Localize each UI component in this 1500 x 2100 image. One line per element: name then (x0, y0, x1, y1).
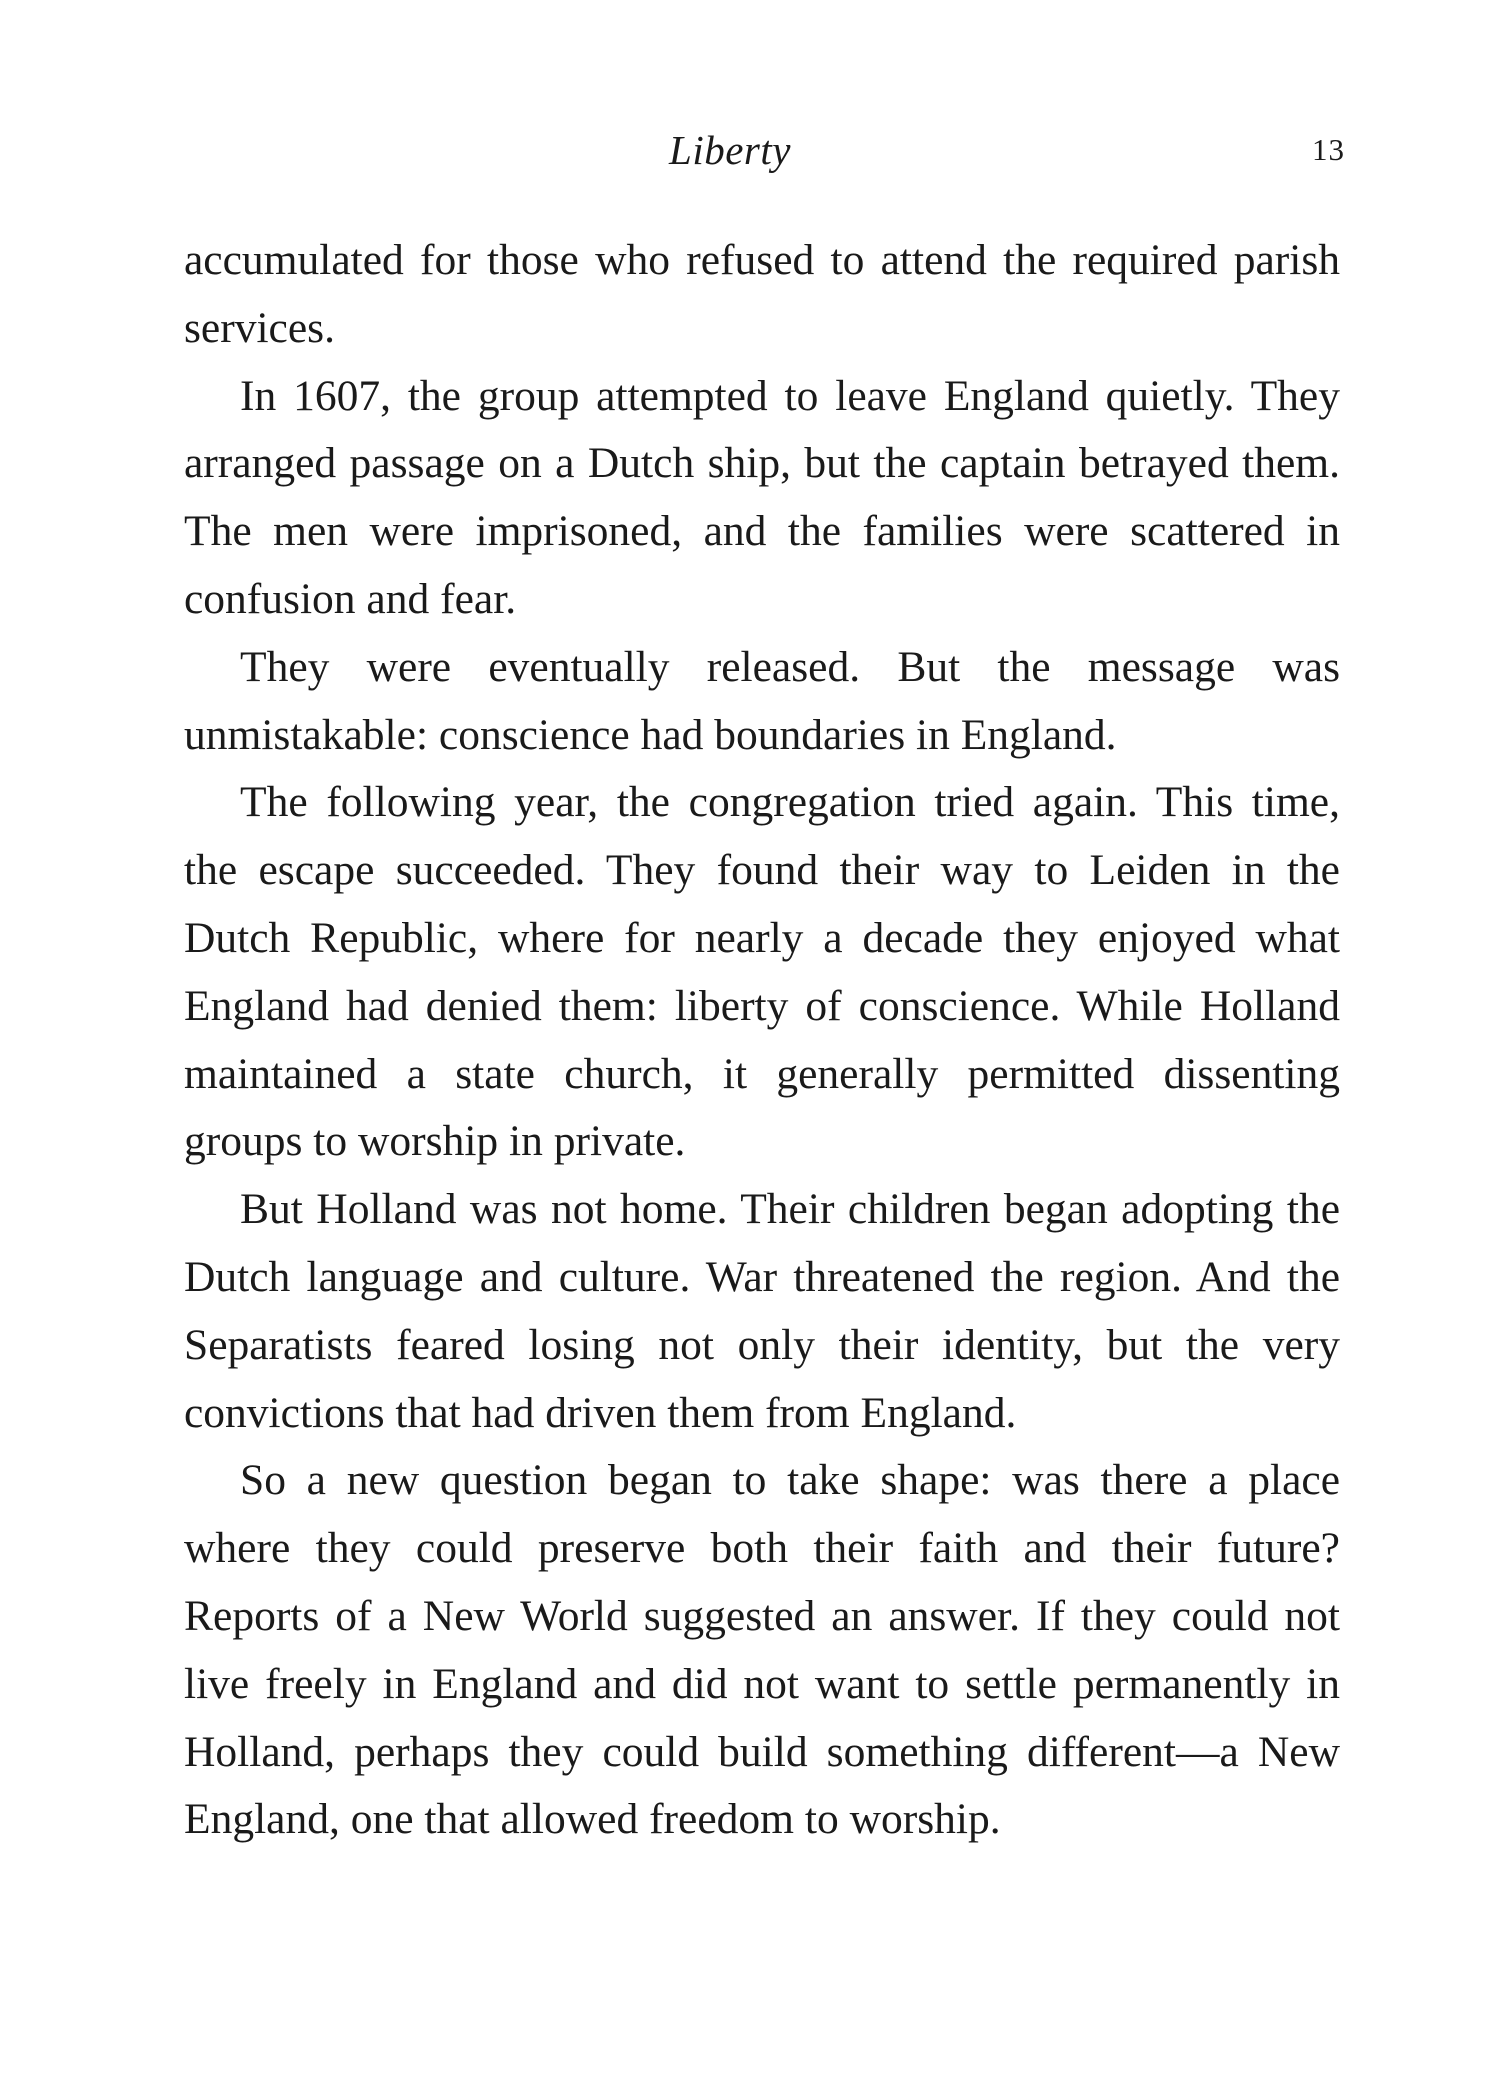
paragraph-continuation: accumulated for those who refused to attend the required parish services. (184, 236, 1340, 352)
paragraph: They were eventually released. But the message was unmistakable: conscience had boundaries in England. (184, 642, 1340, 759)
body-text (184, 227, 1340, 1854)
running-head (0, 120, 1500, 180)
running-title: Liberty (669, 127, 791, 173)
paragraph: In 1607, the group attempted to leave England quietly. They arranged passage on a Dutch ship, but the captain betrayed them. The men were imprisoned, and the families were scattered in confusion and fear. (184, 371, 1340, 623)
paragraph: But Holland was not home. Their children began adopting the Dutch language and culture. War threatened the region. And the Separatists feared losing not only their identity, but the very convictions that had driven them from England. (184, 1185, 1340, 1437)
page-number: 13 (1312, 132, 1345, 167)
paragraph: So a new question began to take shape: was there a place where they could preserve both their faith and their future? Reports of a New World suggested an answer. If they could not live freely in England and did not want to settle permanently in Holland, perhaps they could build something different—a New England, one that allowed freedom to worship. (184, 1456, 1340, 1844)
paragraph: The following year, the congregation tried again. This time, the escape succeeded. They found their way to Leiden in the Dutch Republic, where for nearly a decade they enjoyed what England had denied them: liberty of conscience. While Holland maintained a state church, it generally permitted dissenting groups to worship in private. (184, 778, 1340, 1166)
